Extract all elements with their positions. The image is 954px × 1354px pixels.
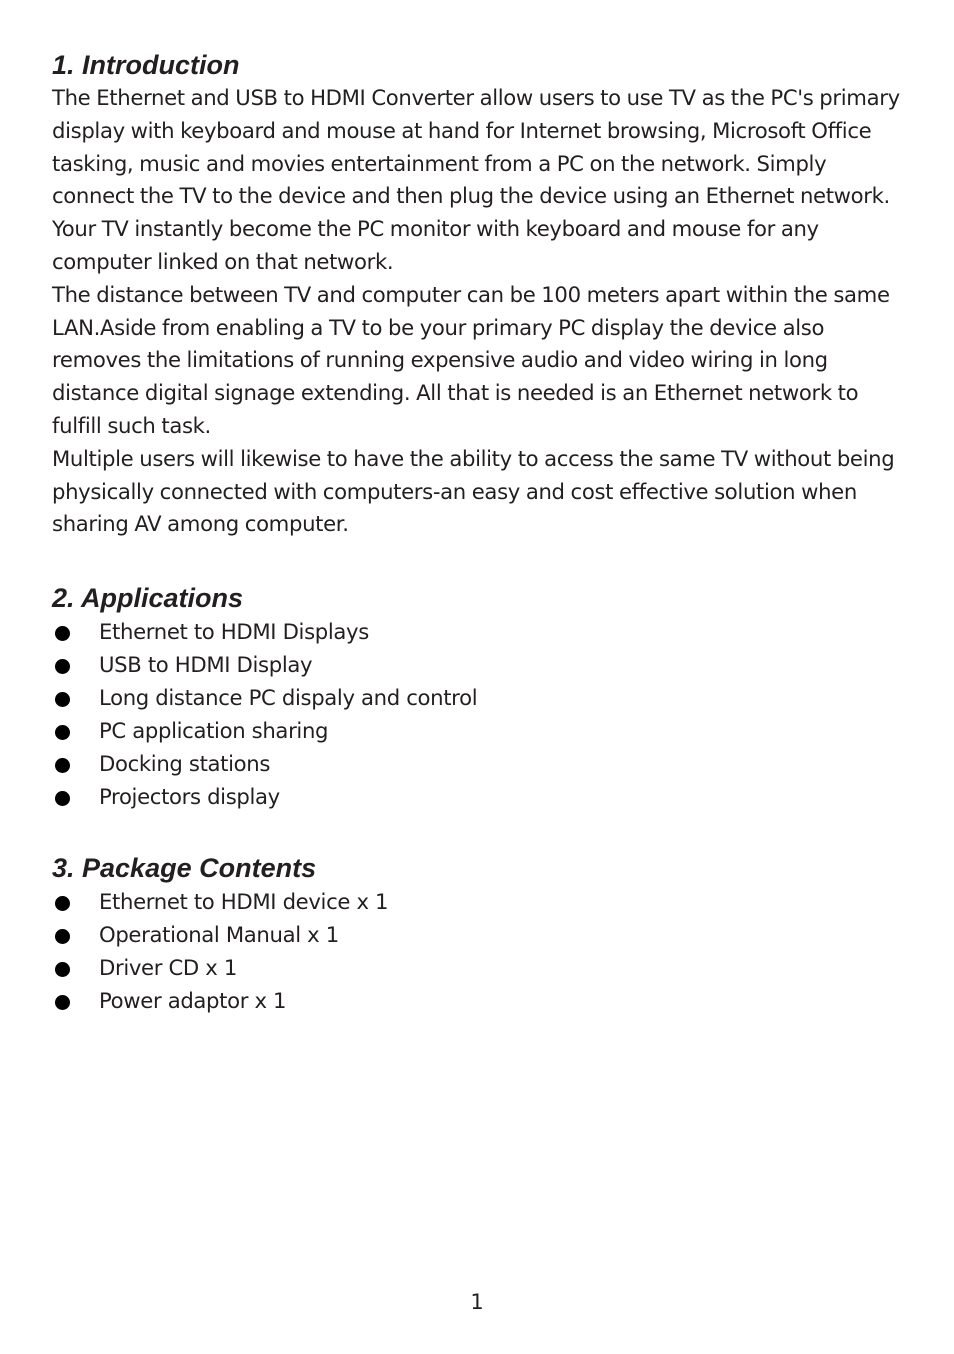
list-item	[52, 648, 912, 681]
list-item-text: Long distance PC dispaly and control	[99, 685, 478, 711]
list-item-text: Docking stations	[99, 751, 271, 777]
list-item	[52, 681, 912, 714]
applications-heading: 2. Applications	[52, 583, 244, 614]
applications-list	[52, 615, 912, 813]
introduction-paragraph: Multiple users will likewise to have the ability to access the same TV without being physically connected with computers-an easy and cost effective solution when sharing AV among computer.	[52, 445, 895, 537]
package-contents-list	[52, 885, 912, 1017]
bullet-icon	[55, 929, 70, 944]
applications-section	[52, 581, 912, 813]
list-item-text: USB to HDMI Display	[99, 652, 313, 678]
page-number: 1	[470, 1290, 484, 1314]
list-item-text: Ethernet to HDMI Displays	[99, 619, 369, 645]
list-item	[52, 984, 912, 1017]
bullet-icon	[55, 896, 70, 911]
bullet-icon	[55, 995, 70, 1010]
list-item-text: PC application sharing	[99, 718, 329, 744]
introduction-paragraph: The distance between TV and computer can be 100 meters apart within the same LAN.Aside from enabling a TV to be your primary PC display the device also removes the limitations of running expensive audio and video wiring in long distance digital signage extending. All that is needed is an Ethernet network to fulfill such task.	[52, 281, 890, 438]
list-item	[52, 780, 912, 813]
bullet-icon	[55, 659, 70, 674]
list-item-text: Operational Manual x 1	[99, 922, 339, 948]
list-item	[52, 885, 912, 918]
list-item-text: Driver CD x 1	[99, 955, 237, 981]
list-item-text: Power adaptor x 1	[99, 988, 287, 1014]
package-contents-heading: 3. Package Contents	[52, 853, 317, 884]
introduction-paragraph: The Ethernet and USB to HDMI Converter allow users to use TV as the PC's primary display with keyboard and mouse at hand for Internet browsing, Microsoft Office tasking, music and movies entertainment from a PC on the network. Simply connect the TV to the device and then plug the device using an Ethernet network. Your TV instantly become the PC monitor with keyboard and mouse for any computer linked on that network.	[52, 85, 900, 274]
list-item-text: Projectors display	[99, 784, 280, 810]
bullet-icon	[55, 692, 70, 707]
list-item	[52, 714, 912, 747]
list-item-text: Ethernet to HDMI device x 1	[99, 889, 389, 915]
list-item	[52, 747, 912, 780]
introduction-section	[52, 48, 912, 541]
bullet-icon	[55, 758, 70, 773]
list-item	[52, 951, 912, 984]
bullet-icon	[55, 626, 70, 641]
package-contents-section	[52, 851, 912, 1017]
introduction-heading: 1. Introduction	[52, 50, 240, 80]
list-item	[52, 615, 912, 648]
bullet-icon	[55, 791, 70, 806]
manual-page	[52, 48, 912, 1017]
bullet-icon	[55, 962, 70, 977]
bullet-icon	[55, 725, 70, 740]
list-item	[52, 918, 912, 951]
